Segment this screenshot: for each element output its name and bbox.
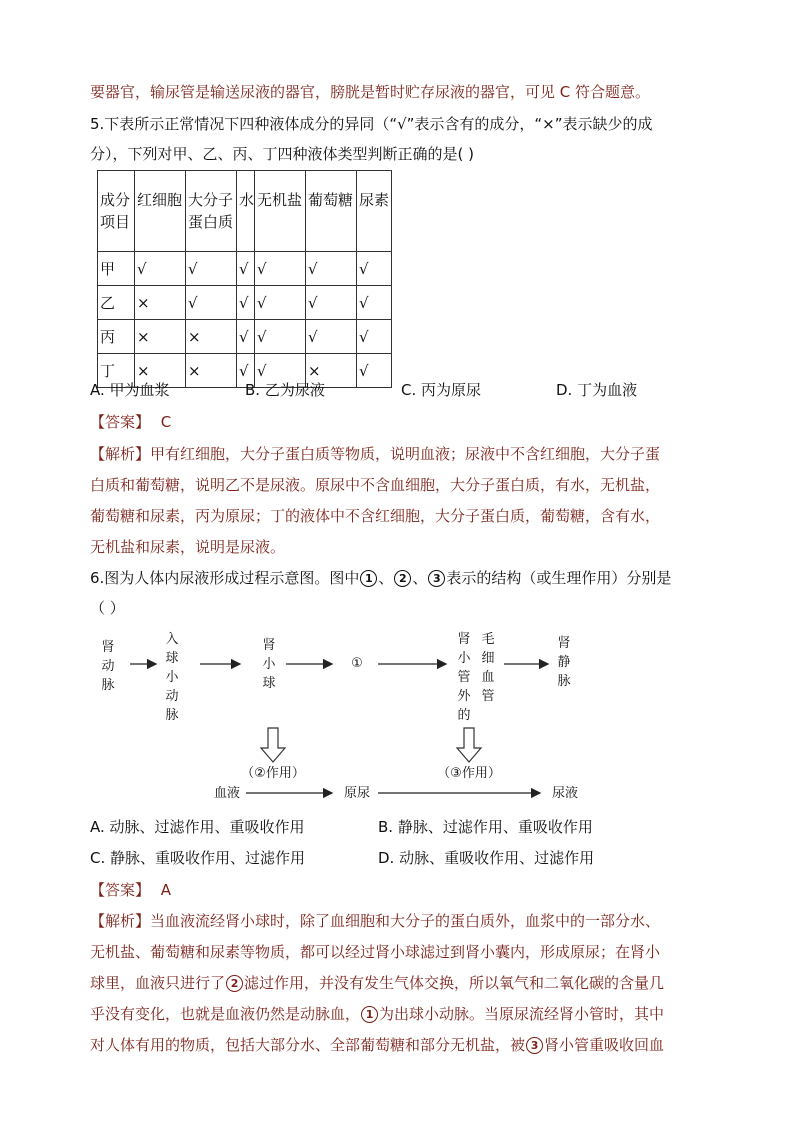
q6-analysis-l5a: 对人体有用的物质，包括大部分水、全部葡萄糖和部分无机盐，被	[90, 1036, 526, 1054]
q6-answer-line	[90, 880, 171, 900]
table-cell: ×	[135, 286, 186, 320]
row-label: 丁	[98, 354, 135, 388]
q6-stem-a: 6.图为人体内尿液形成过程示意图。图中	[90, 569, 360, 587]
table-cell: √	[237, 354, 255, 388]
table-cell: ×	[186, 320, 237, 354]
header-protein-l1: 大分子	[188, 191, 234, 209]
corner-bottom: 项目	[100, 213, 131, 231]
q6-option-a: A. 动脉、过滤作用、重吸收作用	[90, 818, 305, 836]
label-primary-urine: 原尿	[343, 786, 370, 801]
q5-analysis-text: 甲有红细胞，大分子蛋白质等物质，说明血液；尿液中不含红细胞，大分子蛋	[150, 445, 661, 463]
q5-option-a: A. 甲为血浆	[90, 381, 170, 399]
table-cell: √	[255, 354, 306, 388]
q6-analysis-l4a: 乎没有变化，也就是血液仍然是动脉血，	[90, 1005, 361, 1023]
q5-stem-line2: 分），下列对甲、乙、丙、丁四种液体类型判断正确的是( )	[90, 145, 474, 163]
q6-analysis-l3a: 球里，血液只进行了	[90, 974, 226, 992]
q6-stem-line2: （ ）	[90, 599, 125, 617]
label-renal-artery: 肾动脉	[101, 640, 115, 693]
table-cell: √	[186, 286, 237, 320]
table-cell: √	[255, 320, 306, 354]
label-glomerulus: 肾小球	[262, 638, 276, 691]
q5-analysis-line2: 白质和葡萄糖，说明乙不是尿液。原尿中不含血细胞，大分子蛋白质，有水，无机盐，	[90, 476, 661, 494]
q5-analysis-tag: 【解析】	[90, 445, 151, 463]
q6-option-c: C. 静脉、重吸收作用、过滤作用	[90, 849, 306, 867]
q6-analysis-line5	[90, 1035, 664, 1055]
table-cell: √	[306, 320, 357, 354]
q5-option-d: D. 丁为血液	[556, 381, 638, 399]
q5-option-b: B. 乙为尿液	[245, 381, 325, 399]
q5-analysis-line3: 葡萄糖和尿素，丙为原尿；丁的液体中不含红细胞，大分子蛋白质，葡萄糖，含有水，	[90, 507, 661, 525]
q6-answer-tag: 【答案】	[90, 881, 151, 899]
q6-option-b: B. 静脉、过滤作用、重吸收作用	[378, 818, 593, 836]
label-blood: 血液	[213, 786, 240, 801]
table-cell: √	[306, 286, 357, 320]
circle-2: 2	[394, 570, 411, 587]
hollow-arrow-3-icon	[457, 728, 481, 762]
q6-stem-b: 、	[378, 569, 394, 587]
q6-analysis-line2: 无机盐、葡萄糖和尿素等物质，都可以经过肾小球滤过到肾小囊内，形成原尿；在肾小	[90, 943, 661, 961]
row-label: 乙	[98, 286, 135, 320]
table-cell: √	[357, 252, 392, 286]
table-cell: √	[237, 252, 255, 286]
q6-analysis-l3b: 滤过作用，并没有发生气体交换，所以氧气和二氧化碳的含量几	[244, 974, 665, 992]
q5-stem-line1: 5.下表所示正常情况下四种液体成分的异同（“√”表示含有的成分，“×”表示缺少的成	[90, 115, 653, 133]
q6-stem-c: 、	[412, 569, 428, 587]
circle-2-inline: 2	[226, 975, 243, 992]
hollow-arrow-2-icon	[261, 728, 285, 762]
label-marker-1: ①	[351, 656, 363, 671]
table-cell: √	[237, 320, 255, 354]
table-cell: √	[255, 286, 306, 320]
circle-3-inline: 3	[526, 1037, 543, 1054]
label-urine: 尿液	[551, 786, 578, 801]
circle-1-inline: 1	[361, 1006, 378, 1023]
table-cell: ×	[186, 354, 237, 388]
q6-analysis-line1	[90, 911, 660, 931]
table-cell: √	[357, 286, 392, 320]
table-cell: √	[186, 252, 237, 286]
circle-1: 1	[360, 570, 377, 587]
q6-analysis-tag: 【解析】	[90, 912, 151, 930]
table-cell: √	[255, 252, 306, 286]
circle-3: 3	[428, 570, 445, 587]
table-cell: √	[306, 252, 357, 286]
q6-option-d: D. 动脉、重吸收作用、过滤作用	[378, 849, 595, 867]
q6-answer-value: A	[160, 881, 172, 899]
q6-analysis-text: 当血液流经肾小球时，除了血细胞和大分子的蛋白质外，血浆中的一部分水、	[150, 912, 661, 930]
header-glucose: 葡萄糖	[306, 171, 357, 252]
q5-answer-tag: 【答案】	[90, 413, 151, 431]
table-cell: ×	[135, 320, 186, 354]
top-line: 要器官，输尿管是输送尿液的器官，膀胱是暂时贮存尿液的器官，可见 C 符合题意。	[90, 83, 651, 101]
corner-top: 成分	[100, 191, 131, 209]
q6-analysis-l5b: 肾小管重吸收回血	[544, 1036, 665, 1054]
row-label: 丙	[98, 320, 135, 354]
header-rbc: 红细胞	[135, 171, 186, 252]
q6-analysis-l4b: 为出球小动脉。当原尿流经肾小管时，其中	[379, 1005, 665, 1023]
table-cell: ×	[306, 354, 357, 388]
header-salt: 无机盐	[255, 171, 306, 252]
label-capillary: 毛细血管	[481, 632, 495, 704]
q5-option-c: C. 丙为原尿	[401, 381, 482, 399]
q6-analysis-line3	[90, 973, 664, 993]
table-cell: √	[357, 320, 392, 354]
label-afferent-arteriole: 入球小动脉	[165, 632, 179, 723]
row-label: 甲	[98, 252, 135, 286]
label-renal-vein: 肾静脉	[557, 636, 571, 689]
table-cell: √	[237, 286, 255, 320]
q6-stem-d: 表示的结构（或生理作用）分别是	[446, 569, 672, 587]
table-cell: √	[357, 354, 392, 388]
header-protein-l2: 蛋白质	[188, 213, 234, 231]
label-effect-2: （②作用）	[241, 766, 305, 781]
header-urea: 尿素	[357, 171, 392, 252]
q5-analysis-line4: 无机盐和尿素，说明是尿液。	[90, 538, 286, 556]
header-water: 水	[237, 171, 255, 252]
table-cell: √	[135, 252, 186, 286]
table-cell: ×	[135, 354, 186, 388]
label-tubule-outer: 肾小管外的	[457, 632, 471, 723]
label-effect-3: （③作用）	[437, 766, 501, 781]
q5-answer-value: C	[160, 413, 172, 431]
q6-analysis-line4	[90, 1004, 664, 1024]
